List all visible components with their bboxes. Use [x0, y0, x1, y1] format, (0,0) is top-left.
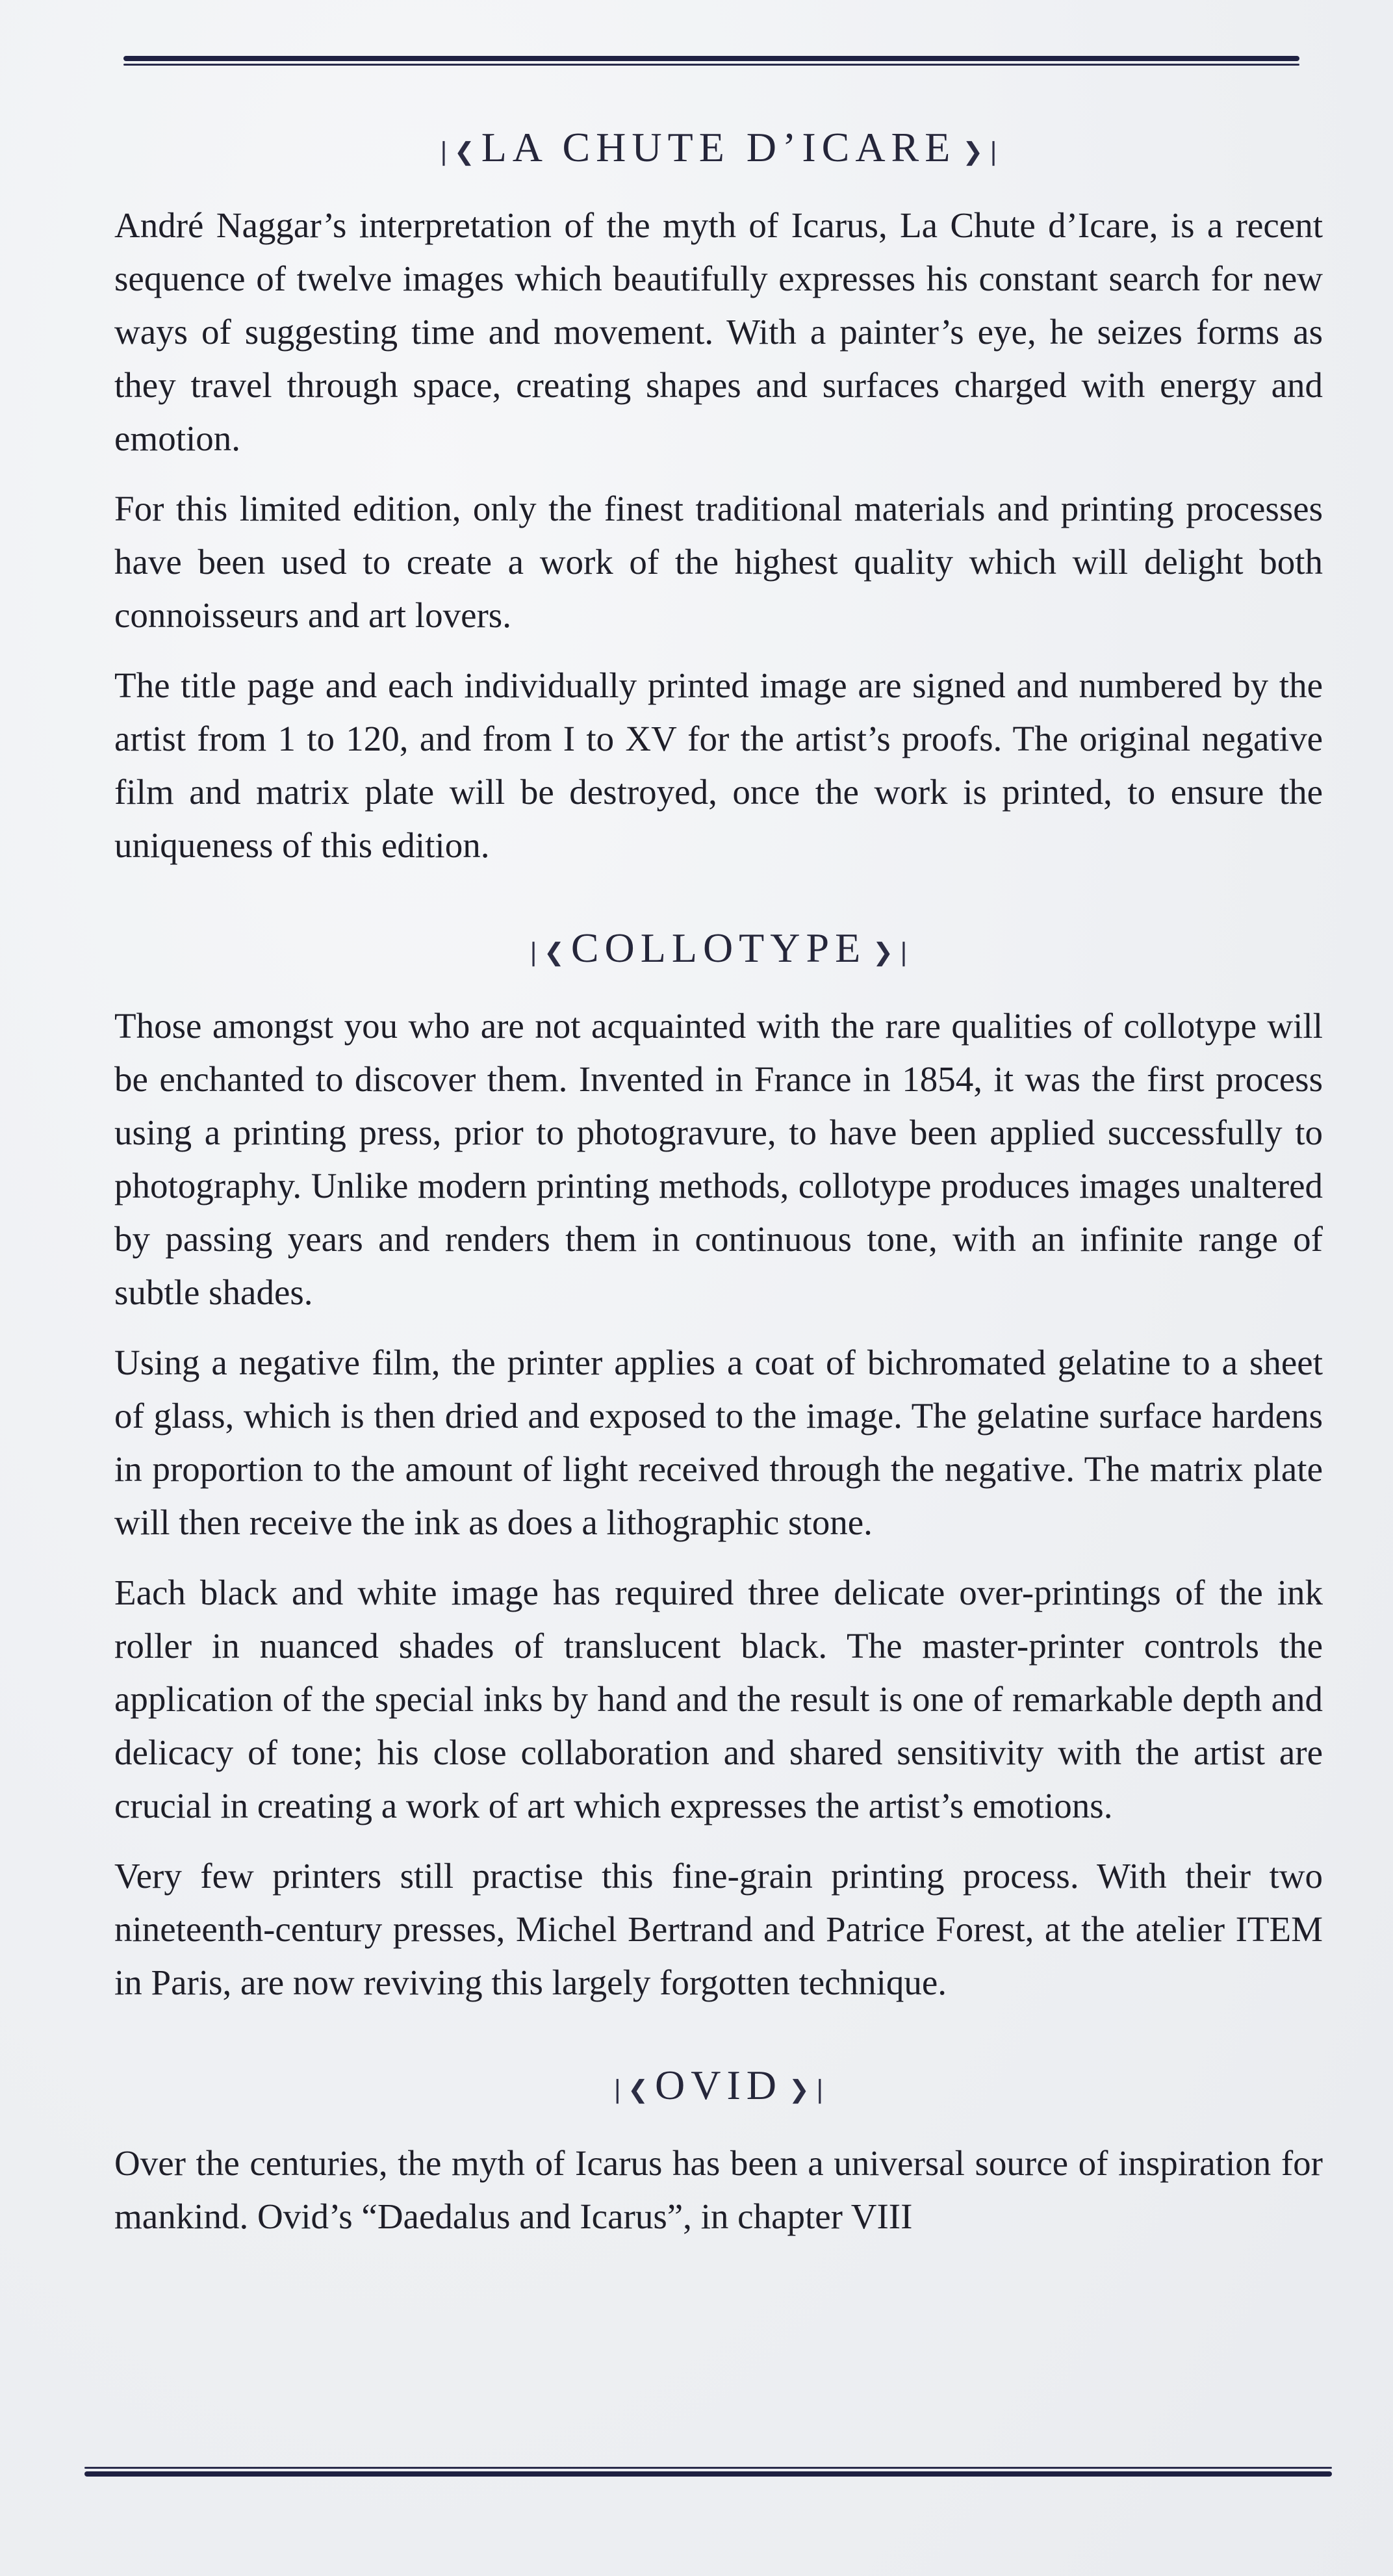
ornament-left-icon: ❘❮ [433, 138, 475, 166]
section-ovid [114, 2061, 1323, 2243]
heading-text: LA CHUTE D’ICARE [481, 124, 956, 170]
rule-thick-line [123, 56, 1299, 61]
paragraph: Very few printers still practise this fine-grain printing process. With their two nineteenth-century presses, Michel Bertrand and Patrice Forest, at the atelier ITEM in Paris, are now reviving this largely forgotten technique. [114, 1856, 1323, 2002]
rule-thin-line [123, 64, 1299, 66]
heading-text: OVID [655, 2062, 782, 2108]
rule-thick-line [84, 2471, 1332, 2477]
ornament-right-icon: ❯❘ [873, 938, 914, 966]
section-heading [114, 924, 1323, 972]
document-body [114, 123, 1323, 2295]
ornament-left-icon: ❘❮ [523, 938, 565, 966]
section-collotype [114, 924, 1323, 2009]
paragraph: Using a negative film, the printer applies a coat of bichromated gelatine to a sheet of glass, which is then dried and exposed to the image. The gelatine surface hardens in proportion to the amount of light received through the negative. The matrix plate will then receive the ink as does a lithographic stone. [114, 1343, 1323, 1542]
ornament-right-icon: ❯❘ [962, 138, 1004, 166]
paragraph: Each black and white image has required three delicate over-printings of the ink roller in nuanced shades of translucent black. The master-printer controls the application of the special inks by hand and the result is one of remarkable depth and delicacy of tone; his close collaboration and shared sensitivity with the artist are crucial in creating a work of art which expresses the artist’s emotions. [114, 1573, 1323, 1825]
bottom-double-rule [84, 2467, 1332, 2477]
heading-text: COLLOTYPE [570, 925, 867, 971]
top-double-rule [123, 56, 1299, 66]
paragraph: For this limited edition, only the finest traditional materials and printing processes have been used to create a work of the highest quality which will delight both connoisseurs and art lovers. [114, 489, 1323, 635]
paragraph: Over the centuries, the myth of Icarus has been a universal source of inspiration for mankind. Ovid’s “Daedalus and Icarus”, in chapter VIII [114, 2143, 1323, 2236]
paragraph: The title page and each individually printed image are signed and numbered by the artist from 1 to 120, and from I to XV for the artist’s proofs. The original negative film and matrix plate will be destroyed, once the work is printed, to ensure the uniqueness of this edition. [114, 665, 1323, 865]
section-heading [114, 123, 1323, 172]
paragraph: André Naggar’s interpretation of the myth of Icarus, La Chute d’Icare, is a recent sequence of twelve images which beautifully expresses his constant search for new ways of suggesting time and movement. With a painter’s eye, he seizes forms as they travel through space, creating shapes and surfaces charged with energy and emotion. [114, 205, 1323, 458]
section-heading [114, 2061, 1323, 2109]
paragraph: Those amongst you who are not acquainted with the rare qualities of collotype will be enchanted to discover them. Invented in France in 1854, it was the first process using a printing press, prior to photogravure, to have been applied successfully to photography. Unlike modern printing methods, collotype produces images unaltered by passing years and renders them in continuous tone, with an infinite range of subtle shades. [114, 1006, 1323, 1312]
ornament-right-icon: ❯❘ [788, 2076, 830, 2104]
rule-thin-line [84, 2467, 1332, 2469]
ornament-left-icon: ❘❮ [607, 2076, 649, 2104]
section-la-chute-dicare [114, 123, 1323, 872]
